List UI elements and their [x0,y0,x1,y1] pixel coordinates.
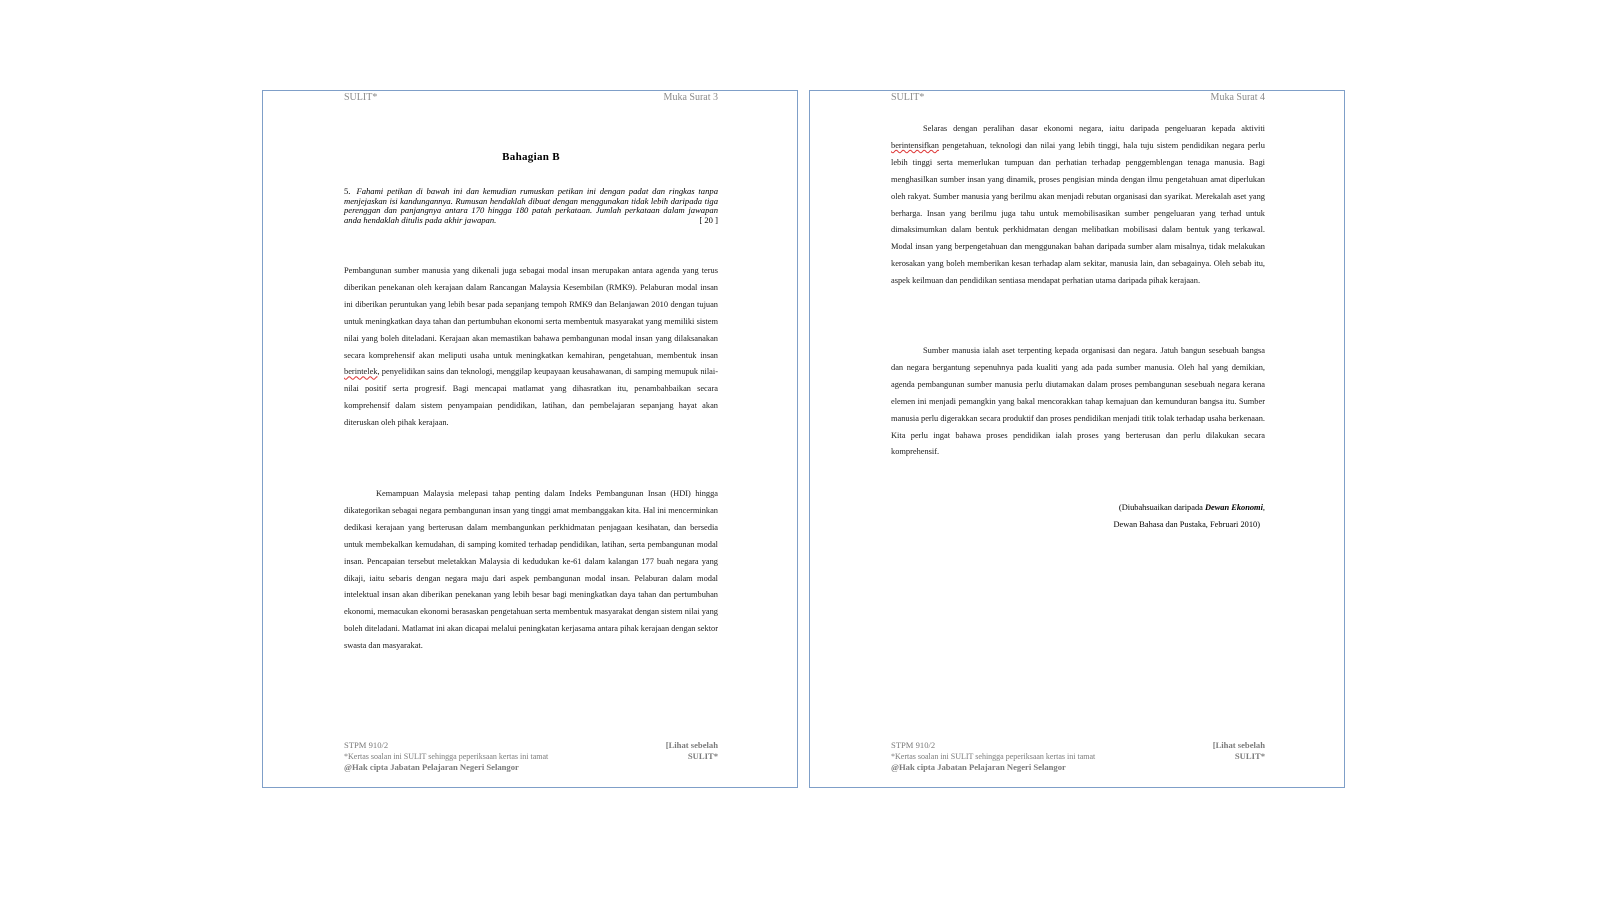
spellcheck-word: berintelek [344,367,378,377]
footer-see-next: [Lihat sebelah [1212,740,1265,750]
page-number: Muka Surat 4 [1210,92,1265,103]
page-4 [809,90,1345,788]
page-4-content [891,91,1265,787]
spellcheck-word: berintensifkan [891,140,939,150]
paragraph-1 [344,263,718,432]
marks-label: [ 20 ] [699,214,718,225]
footer-copyright: @Hak cipta Jabatan Pelajaran Negeri Selangor [891,762,1066,772]
page-footer [891,740,1265,773]
paragraph-4-text: Sumber manusia ialah aset terpenting kepada organisasi dan negara. Jatuh bangun sesebuah bangsa dan negara bergantung sepenuhnya pada kualiti yang ada pada sumber manusia. Oleh hal yang demikian, agenda pembangunan sumber manusia perlu diutamakan dalam proses pembangunan sesebuah negara kerana elemen ini menjadi pemangkin yang bakal mencorakkan tahap kemajuan dan kemunduran bangsa itu. Sumber manusia perlu digerakkan secara produktif dan proses pendidikan menjadi titik tolak terhadap usaha berkenaan. Kita perlu ingat bahawa proses pendidikan ialah proses yang berterusan dan perlu dilakukan secara komprehensif. [891,346,1265,457]
footer-sulit: SULIT* [1234,751,1265,761]
source-citation [891,499,1265,533]
page-header [891,92,1265,103]
source-line-2: Dewan Bahasa dan Pustaka, Februari 2010) [1113,520,1260,529]
footer-note: *Kertas soalan ini SULIT sehingga peperiksaan kertas ini tamat [891,752,1096,761]
page-header [344,92,718,103]
paragraph-2 [344,486,718,655]
paragraph-3-text-a: Selaras dengan peralihan dasar ekonomi negara, iaitu daripada pengeluaran kepada aktiviti [923,124,1265,133]
page-3-content [344,91,718,787]
page-number: Muka Surat 3 [663,92,718,103]
instruction-text: Fahami petikan di bawah ini dan kemudian rumuskan petikan ini dengan padat dan ringkas tanpa menjejaskan isi kandungannya. Rumusan hendaklah dibuat dengan menggunakan tidak lebih daripada tiga perenggan dan panjangnya antara 170 hingga 180 patah perkataan. Jumlah perkataan dalam jawapan anda hendaklah ditulis pada akhir jawapan. [344,186,718,225]
footer-copyright: @Hak cipta Jabatan Pelajaran Negeri Selangor [344,762,519,772]
paragraph-1-text-a: Pembangunan sumber manusia yang dikenali juga sebagai modal insan merupakan antara agenda yang terus diberikan penekanan oleh kerajaan dalam Rancangan Malaysia Kesembilan (RMK9). Pelaburan modal insan ini diberikan peruntukan yang lebih besar pada sepanjang tempoh RMK9 dan Belanjawan 2010 dengan tujuan untuk meningkatkan daya tahan dan pertumbuhan ekonomi serta membentuk masyarakat yang memiliki sistem nilai yang boleh diteladani. Kerajaan akan memastikan bahawa pembangunan modal insan yang dilaksanakan secara komprehensif akan meliputi usaha untuk meningkatkan kemahiran, pengetahuan, membentuk insan [344,266,718,360]
question-number: 5. [344,186,351,196]
section-title: Bahagian B [502,151,560,163]
page-3 [262,90,798,788]
source-suffix: , [1262,503,1265,512]
paragraph-4 [891,343,1265,461]
source-prefix: (Diubahsuaikan daripada [1118,503,1205,512]
question-instructions [344,187,718,225]
paragraph-3 [891,121,1265,290]
header-left: SULIT* [344,92,378,103]
footer-code: STPM 910/2 [891,740,936,750]
paragraph-2-text: Kemampuan Malaysia melepasi tahap penting dalam Indeks Pembangunan Insan (HDI) hingga dikategorikan sebagai negara pembangunan insan yang tinggi amat membanggakan kita. Hal ini mencerminkan dedikasi kerajaan yang berterusan dalam membangunkan perkhidmatan penjagaan kesihatan, dan bersedia untuk membekalkan kemudahan, di samping komited terhadap pendidikan, latihan, serta pembangunan modal insan. Pencapaian tersebut meletakkan Malaysia di kedudukan ke-61 dalam kalangan 177 buah negara yang dikaji, iaitu sebaris dengan negara maju dari aspek pembangunan modal insan. Pelaburan dalam modal intelektual insan akan diberikan penekanan yang lebih besar bagi meningkatkan daya tahan dan pertumbuhan ekonomi, memacukan ekonomi berasaskan pengetahuan serta membentuk masyarakat dengan sistem nilai yang boleh diteladani. Matlamat ini akan dicapai melalui peningkatan kerjasama antara pihak kerajaan dengan sektor swasta dan masyarakat. [344,489,718,651]
source-title: Dewan Ekonomi [1204,503,1263,512]
footer-note: *Kertas soalan ini SULIT sehingga peperiksaan kertas ini tamat [344,752,549,761]
paragraph-1-text-b: , penyelidikan sains dan teknologi, menggilap keupayaan keusahawanan, di samping memupuk nilai-nilai positif serta progresif. Bagi mencapai matlamat yang dihasratkan itu, penambahbaikan secara komprehensif dalam sistem penyampaian pendidikan, latihan, dan pembelajaran sepanjang hayat akan diteruskan oleh pihak kerajaan. [344,367,718,428]
page-footer [344,740,718,773]
footer-code: STPM 910/2 [344,740,389,750]
header-left: SULIT* [891,92,925,103]
paragraph-3-text-b: pengetahuan, teknologi dan nilai yang lebih tinggi, hala tuju sistem pendidikan negara perlu lebih tinggi serta memerlukan tumpuan dan perhatian terhadap penggemblengan tenaga manusia. Bagi menghasilkan sumber insan yang dinamik, proses pengisian minda dengan ilmu pengetahuan amat diperlukan oleh rakyat. Sumber manusia yang berilmu akan menjadi rebutan organisasi dan syarikat. Merekalah aset yang berharga. Insan yang berilmu juga tahu untuk memobilisasikan sumber pengeluaran yang terhad untuk dimaksimumkan dalam bentuk perkhidmatan dengan melibatkan mobilisasi dalam bentuk yang terkawal. Modal insan yang berpengetahuan dan menggunakan bahan daripada sumber alam misalnya, tidak melakukan kerosakan yang boleh memberikan kesan terhadap alam sekitar, manusia lain, dan sebagainya. Oleh sebab itu, aspek keilmuan dan pendidikan sentiasa mendapat perhatian utama daripada pihak kerajaan. [891,140,1265,286]
footer-see-next: [Lihat sebelah [665,740,718,750]
footer-sulit: SULIT* [687,751,718,761]
